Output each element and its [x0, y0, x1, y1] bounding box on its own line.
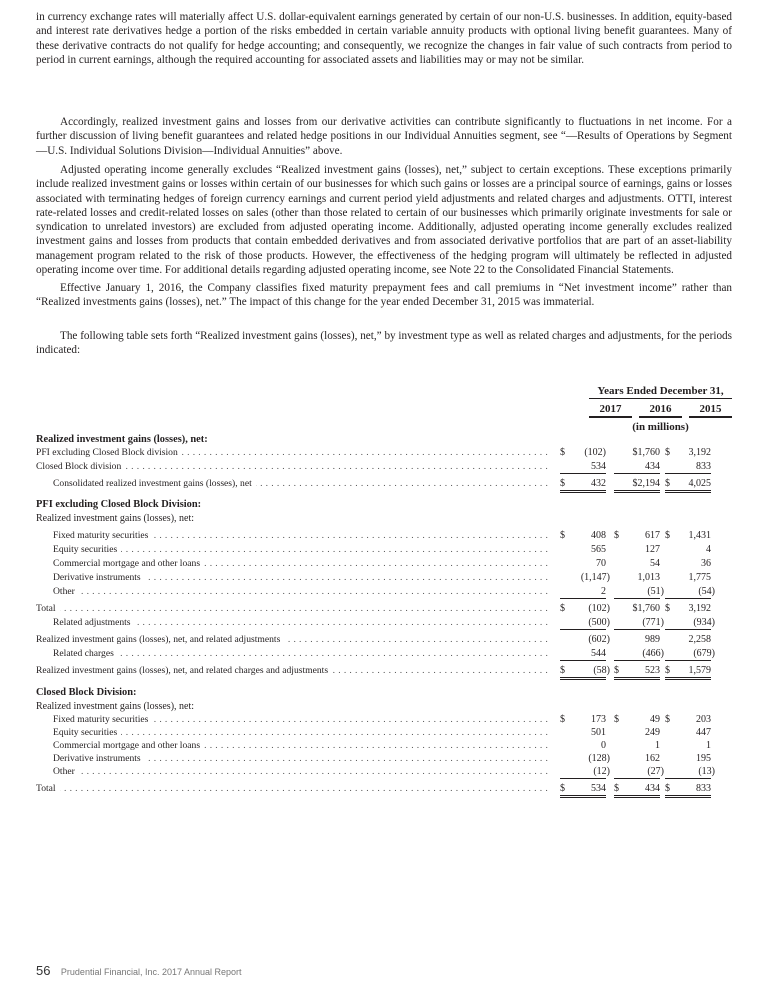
section-heading: Realized investment gains (losses), net:	[36, 433, 732, 447]
table-row-total: Realized investment gains (losses), net, and related charges and adjustments . . . $ (58) $ 523 $ 1,579	[36, 664, 732, 678]
paragraph-4: Effective January 1, 2016, the Company classifies fixed maturity prepayment fees and call premiums in “Net investment income” rather than “Realized investments gains (losses), net.” The impact of this change for the year ended December 31, 2015 was immaterial.	[36, 282, 732, 309]
column-header-2017: 2017	[589, 403, 632, 418]
paragraph-2: Accordingly, realized investment gains and losses from our derivative activities can contribute significantly to fluctuations in net income. For a further discussion of living benefit guarantees and related hedge positions in our Individual Annuities segment, see “—Results of Operations by Segment—U.S. Individual Solutions Division—Individual Annuities” above.	[36, 116, 732, 157]
table-row: Derivative instruments . . . (1,147) 1,013 1,775	[36, 571, 732, 585]
table-row: Related adjustments . . . (500) (771) (934)	[36, 616, 732, 630]
subsection-label: Realized investment gains (losses), net:	[36, 512, 732, 526]
table-row: Commercial mortgage and other loans . . . 70 54 36	[36, 557, 732, 571]
paragraph-1: in currency exchange rates will materially affect U.S. dollar-equivalent earnings generated by certain of our non-U.S. businesses. In addition, equity-based and interest rate derivatives hedge a portion of the risks embedded in certain variable annuity products with optional living benefit guarantees. Many of these derivative contracts do not qualify for hedge accounting; and consequently, we recognize the changes in fair value of such contracts from period to period in current earnings, although the required accounting for associated assets and liabilities may or may not be similar.	[36, 11, 732, 66]
table-row: Fixed maturity securities . . . $ 408 $ 617 $ 1,431	[36, 529, 732, 543]
table-row-total: Consolidated realized investment gains (losses), net . . . $ 432 $2,194 $ 4,025	[36, 477, 732, 491]
subsection-label: Realized investment gains (losses), net:	[36, 700, 732, 714]
table-row: Commercial mortgage and other loans . . . 0 1 1	[36, 739, 732, 753]
table-row: Fixed maturity securities . . . $ 173 $ 49 $ 203	[36, 713, 732, 727]
section-heading: Closed Block Division:	[36, 686, 732, 700]
table-row: Realized investment gains (losses), net, and related adjustments . . . (602) 989 2,258	[36, 633, 732, 647]
table-header-group: Years Ended December 31,	[589, 385, 732, 399]
table-row: Other . . . 2 (51) (54)	[36, 585, 732, 599]
table-row: Other . . . (12) (27) (13)	[36, 765, 732, 779]
table-row: Equity securities . . . 565 127 4	[36, 543, 732, 557]
table-row: Closed Block division . . . 534 434 833	[36, 460, 732, 474]
column-header-2015: 2015	[689, 403, 732, 418]
report-title: Prudential Financial, Inc. 2017 Annual Report	[60, 967, 242, 977]
paragraph-3: Adjusted operating income generally excludes “Realized investment gains (losses), net,” subject to certain exceptions. These exceptions primarily include realized investment gains or losses within certain of our businesses for which such gains or losses are a principal source of earnings, gains or losses associated with terminating hedges of foreign currency earnings and current period yield adjustments and related charges and adjustments. OTTI, interest rate-related losses and credit-related losses on sales (other than those related to certain of our businesses which primarily originate investments for sale or syndication to unrelated investors) are excluded from adjusted operating income. Additionally, adjusted operating income generally excludes realized investment gains and losses from products that contain embedded derivatives and from associated derivative portfolios that are part of an asset-liability management program related to the risk of those products. However, the effectiveness of the hedging program will ultimately be reflected in adjusted operating income over time. For additional details regarding adjusted operating income, see Note 22 to the Consolidated Financial Statements.	[36, 164, 732, 277]
table-row: Derivative instruments . . . (128) 162 195	[36, 752, 732, 766]
table-row-total: Total . . . $ (102) $1,760 $ 3,192	[36, 602, 732, 616]
table-row-total: Total . . . $ 534 $ 434 $ 833	[36, 782, 732, 796]
table-row: PFI excluding Closed Block division . . . $ (102) $1,760 $ 3,192	[36, 446, 732, 460]
table-row: Related charges . . . 544 (466) (679)	[36, 647, 732, 661]
table-row: Equity securities . . . 501 249 447	[36, 726, 732, 740]
page-number: 56	[36, 963, 51, 978]
paragraph-5: The following table sets forth “Realized investment gains (losses), net,” by investment type as well as related charges and adjustments, for the periods indicated:	[36, 330, 732, 357]
page-footer	[36, 962, 242, 980]
column-header-2016: 2016	[639, 403, 682, 418]
section-heading: PFI excluding Closed Block Division:	[36, 498, 732, 512]
table-units: (in millions)	[632, 421, 689, 433]
